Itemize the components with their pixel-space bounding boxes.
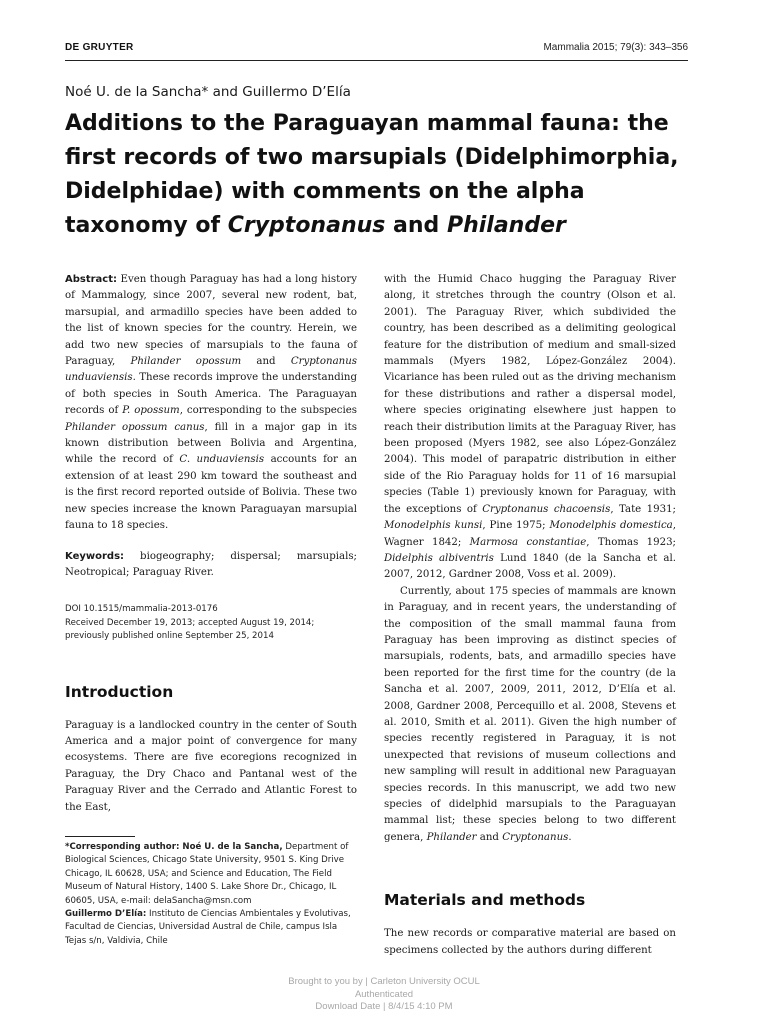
intro-paragraph-2: Currently, about 175 species of mammals are known in Paraguay, and in recent years, the understanding of the composition of the small mammal fauna from Paraguay has been improving as distinct species of marsupials, rodents, bats, and armadillo species have been reported for the first time for the country (de la Sancha et al. 2007, 2009, 2011, 2012, D’Elía et al. 2008, Gardner 2008, Percequillo et al. 2008, Stevens et al. 2010, Smith et al. 2011). Given the high number of species recently registered in Paraguay, it is not unexpected that revisions of museum collections and new sampling will result in additional new Paraguayan species records. In this manuscript, we add two new species of didelphid marsupials to the Paraguayan mammal list; these species belong to two different genera, Philander and Cryptonanus. bbox=[384, 585, 676, 843]
methods-paragraph: The new records or comparative material are based on specimens collected by the authors during different bbox=[384, 928, 676, 956]
download-watermark bbox=[0, 976, 768, 1014]
abstract: Abstract: Even though Paraguay has had a long history of Mammalogy, since 2007, several new rodent, bat, marsupial, and armadillo species have been added to the list of known species for the country. Herein, we add two new species of marsupials to the fauna of Paraguay, Philander opossum and Cryptonanus unduaviensis. These records improve the understanding of both species in South America. The Paraguayan records of P. opossum, corresponding to the subspecies Philander opossum canus, fill in a major gap in its known distribution between Bolivia and Argentina, while the record of C. unduaviensis accounts for an extension of at least 290 km toward the southeast and is the first record reported outside of Bolivia. These two new species increase the known Paraguayan marsupial fauna to 18 species. bbox=[65, 274, 358, 532]
introduction-heading: Introduction bbox=[65, 682, 174, 701]
left-column bbox=[65, 272, 357, 948]
title-line-1: Additions to the Paraguayan mammal fauna: the bbox=[65, 111, 669, 136]
article-metadata bbox=[65, 603, 357, 643]
article-title bbox=[65, 107, 705, 243]
title-line-3: Didelphidae) with comments on the alpha bbox=[65, 179, 585, 204]
title-line-2: first records of two marsupials (Didelphimorphia, bbox=[65, 145, 679, 170]
journal-citation: Mammalia 2015; 79(3): 343–356 bbox=[543, 42, 688, 53]
methods-heading: Materials and methods bbox=[384, 891, 586, 910]
author-line: Noé U. de la Sancha* and Guillermo D’Elía bbox=[65, 84, 351, 100]
title-line-4: taxonomy of Cryptonanus and Philander bbox=[65, 213, 566, 238]
intro-paragraph-continued: with the Humid Chaco hugging the Paraguay River along, it stretches through the country (Olson et al. 2001). The Paraguay River, which subdivided the country, has been described as a delimiting geological feature for the distribution of medium and small-sized mammals (Myers 1982, López-González 2004). Vicariance has been ruled out as the driving mechanism for these distributions and rather a dispersal model, where species originating elsewhere just happen to reach their distribution limits at the Paraguay River, has been proposed (Myers 1982, see also López-González 2004). This model of parapatric distribution in either side of the Rio Paraguay holds for 11 of 16 marsupial species (Table 1) previously known for Paraguay, with the exceptions of Cryptonanus chacoensis, Tate 1931; Monodelphis kunsi, Pine 1975; Monodelphis domestica, Wagner 1842; Marmosa constantiae, Thomas 1923; Didelphis albiventris Lund 1840 (de la Sancha et al. 2007, 2012, Gardner 2008, Voss et al. 2009). bbox=[384, 274, 676, 581]
watermark-line-1: Brought to you by | Carleton University OCUL bbox=[288, 976, 480, 987]
watermark-line-3: Download Date | 8/4/15 4:10 PM bbox=[315, 1001, 453, 1012]
second-author-note: Guillermo D’Elía: Instituto de Ciencias Ambientales y Evolutivas, Facultad de Ciencias, Universidad Austral de Chile, campus Isla Tejas s/n, Valdivia, Chile bbox=[65, 909, 351, 946]
keywords: Keywords: biogeography; dispersal; marsupials; Neotropical; Paraguay River. bbox=[65, 550, 357, 578]
introduction-paragraph: Paraguay is a landlocked country in the center of South America and a major point of convergence for many ecosystems. There are five ecoregions recognized in Paraguay, the Dry Chaco and Pantanal west of the Paraguay River and the Cerrado and Atlantic Forest to the East, bbox=[65, 719, 357, 813]
doi-link[interactable]: DOI 10.1515/mammalia-2013-0176 bbox=[65, 604, 218, 615]
corresponding-author-note: *Corresponding author: Noé U. de la Sancha, Department of Biological Sciences, Chicago State University, 9501 S. King Drive Chicago, IL 60628, USA; and Science and Education, The Field Museum of Natural History, 1400 S. Lake Shore Dr., Chicago, IL 60605, USA, e-mail: delaSancha@msn.com bbox=[65, 841, 349, 906]
watermark-line-2: Authenticated bbox=[354, 988, 414, 1000]
right-column bbox=[384, 272, 676, 959]
footnote-rule bbox=[65, 836, 135, 837]
publisher-name: DE GRUYTER bbox=[65, 42, 134, 53]
keywords-label: Keywords: bbox=[65, 550, 125, 562]
header-rule bbox=[65, 60, 688, 61]
history-dates: Received December 19, 2013; accepted August 19, 2014; previously published online September 25, 2014 bbox=[65, 617, 315, 642]
abstract-label: Abstract: bbox=[65, 274, 118, 285]
